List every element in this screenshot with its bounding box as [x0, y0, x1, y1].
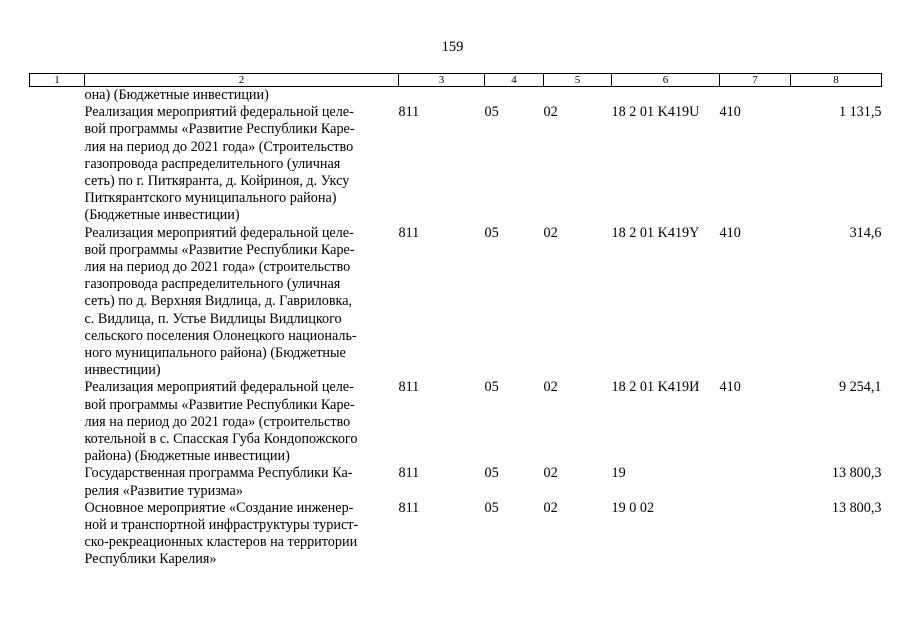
cell-amount: 13 800,3 — [831, 465, 882, 482]
cell-subsection: 02 — [543, 379, 558, 396]
column-header-7: 7 — [720, 74, 791, 87]
cell-section: 05 — [484, 104, 499, 121]
cell-expense-type — [720, 500, 791, 569]
cell-section: 05 — [484, 224, 499, 241]
table-row — [30, 465, 882, 499]
cell-amount: 1 131,5 — [838, 104, 882, 121]
row-description: Государственная программа Республики Ка- релия «Развитие туризма» — [84, 465, 353, 499]
cell-expense-type — [720, 87, 791, 105]
cell-subsection: 02 — [543, 465, 558, 482]
cell-amount: 9 254,1 — [838, 379, 882, 396]
cell-col1 — [30, 225, 85, 380]
cell-admin-code: 811 — [398, 104, 420, 121]
cell-admin-code: 811 — [398, 379, 420, 396]
cell-subsection: 02 — [543, 224, 558, 241]
cell-subsection: 02 — [543, 104, 558, 121]
cell-expense-type — [720, 465, 791, 499]
column-header-8: 8 — [791, 74, 882, 87]
column-number-header-row — [30, 74, 882, 87]
column-header-3: 3 — [399, 74, 485, 87]
column-header-4: 4 — [485, 74, 544, 87]
cell-expense-type: 410 — [719, 224, 741, 241]
row-description: она) (Бюджетные инвестиции) — [84, 87, 269, 103]
cell-target-article: 18 2 01 K419Y — [611, 224, 700, 241]
cell-col1 — [30, 379, 85, 465]
cell-expense-type: 410 — [719, 379, 741, 396]
cell-amount: 13 800,3 — [831, 499, 882, 516]
cell-admin-code: 811 — [398, 465, 420, 482]
cell-section: 05 — [484, 465, 499, 482]
cell-target-article: 19 0 02 — [611, 499, 655, 516]
cell-admin-code: 811 — [398, 499, 420, 516]
cell-subsection: 02 — [543, 499, 558, 516]
cell-target-article: 18 2 01 K419U — [611, 104, 700, 121]
row-description: Основное мероприятие «Создание инженер- ной и транспортной инфраструктуры турист- ско-рекреационных кластеров на территории Республики Карелия» — [84, 499, 359, 568]
row-description: Реализация мероприятий федеральной целе- вой программы «Развитие Республики Каре- лия на период до 2021 года» (строительство котельной в с. Спасская Губа Кондопожского района) (Бюджетные инвестиции) — [84, 379, 358, 465]
cell-section — [485, 87, 544, 105]
cell-section: 05 — [484, 499, 499, 516]
cell-subsection — [544, 87, 612, 105]
row-description: Реализация мероприятий федеральной целе- вой программы «Развитие Республики Каре- лия на период до 2021 года» (строительство газопровода распределительного (уличная сеть) по д. Верхняя Видлица, д. Гавриловка, с. Видлица, п. Устье Видлицы Видлицкого сельского поселения Олонецкого националь- ного муниципального района) (Бюджетные инвестиции) — [84, 224, 357, 379]
table-row — [30, 500, 882, 569]
column-header-2: 2 — [85, 74, 399, 87]
cell-admin-code — [399, 87, 485, 105]
cell-target-article: 19 — [611, 465, 626, 482]
column-header-5: 5 — [544, 74, 612, 87]
cell-target-article — [612, 87, 720, 105]
cell-col1 — [30, 500, 85, 569]
table-row — [30, 225, 882, 380]
row-description: Реализация мероприятий федеральной целе- вой программы «Развитие Республики Каре- лия на период до 2021 года» (Строительство газопровода распределительного (уличная сеть) по г. Питкяранта, д. Койриноя, д. Уксу Питкярантского муниципального района) (Бюджетные инвестиции) — [84, 104, 355, 224]
column-header-1: 1 — [30, 74, 85, 87]
column-header-6: 6 — [612, 74, 720, 87]
cell-expense-type: 410 — [719, 104, 741, 121]
cell-amount — [791, 87, 882, 105]
cell-admin-code: 811 — [398, 224, 420, 241]
cell-col1 — [30, 465, 85, 499]
cell-col1 — [30, 104, 85, 224]
cell-col1 — [30, 87, 85, 105]
cell-section: 05 — [484, 379, 499, 396]
table-row — [30, 379, 882, 465]
table-row — [30, 87, 882, 105]
table-row — [30, 104, 882, 224]
cell-target-article: 18 2 01 K419И — [611, 379, 700, 396]
cell-amount: 314,6 — [849, 224, 882, 241]
budget-table — [29, 73, 882, 569]
page-number: 159 — [441, 39, 464, 55]
